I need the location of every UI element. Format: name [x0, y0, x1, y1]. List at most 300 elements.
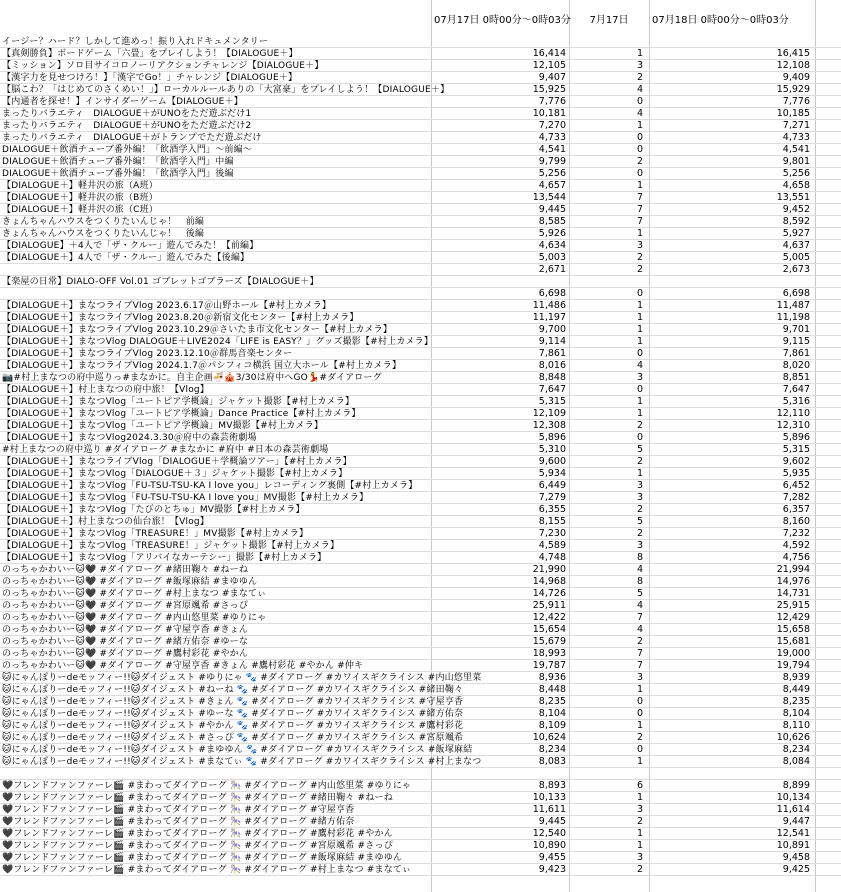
video-title-cell[interactable]: 🐱にゃんぽりーdeモッフィー!!🐱ダイジェスト #ゆりにゃ 🐾 #ダイアローグ #カワイスギクライシス #内山悠里菜	[2, 673, 482, 683]
views-jul18-cell[interactable]: 5,927	[782, 228, 810, 239]
table-row	[0, 276, 841, 288]
views-jul17-cell[interactable]: 8,104	[538, 708, 566, 719]
views-jul17-cell[interactable]: 10,133	[532, 792, 566, 803]
video-title-cell[interactable]: 【DIALOGUE＋】まなつVlog「ユートピア学概論」ジャケット撮影【#村上カメラ】	[2, 397, 355, 407]
table-row	[0, 792, 841, 804]
views-diff-cell[interactable]: 4	[636, 84, 643, 95]
views-jul18-cell[interactable]: 8,851	[782, 372, 810, 383]
table-row	[0, 216, 841, 228]
video-title-cell[interactable]: 【脳こわ？「はじめてのさくめい！」】ローカルルールありの「大富豪」をプレイしよう！【DIALOGUE＋】	[2, 85, 450, 95]
views-diff-cell[interactable]: 0	[636, 168, 643, 179]
video-title-cell[interactable]: 【漢字力を見せつけろ！】「漢字でGo！」チャレンジ【DIALOGUE＋】	[2, 73, 298, 83]
views-diff-cell[interactable]: 1	[636, 324, 643, 335]
video-title-cell[interactable]: 🐱にゃんぽりーdeモッフィー!!🐱ダイジェスト #やかん 🐾 #ダイアローグ #カワイスギクライシス #鷹村彩花	[2, 721, 464, 731]
video-title-cell[interactable]: 【DIALOGUE】＋4人で「ザ・クルー」遊んでみた！【前編】	[2, 241, 259, 251]
video-title-cell[interactable]: 🖤フレンドファンファーレ🎬 #まわってダイアローグ 🎠 #ダイアローグ #村上まなつ #まなてぃ	[2, 865, 412, 875]
views-jul17-cell[interactable]: 9,445	[538, 204, 566, 215]
views-jul17-cell[interactable]: 9,455	[538, 852, 566, 863]
views-jul18-cell[interactable]: 11,198	[776, 312, 810, 323]
views-diff-cell[interactable]: 1	[636, 336, 643, 347]
video-title-cell[interactable]: 【DIALOGUE＋】軽井沢の旅（C班）	[2, 205, 159, 215]
views-jul18-cell[interactable]: 7,647	[782, 384, 810, 395]
views-diff-cell[interactable]: 7	[636, 648, 643, 659]
views-jul18-cell[interactable]: 10,891	[776, 840, 810, 851]
views-jul17-cell[interactable]: 9,700	[538, 324, 566, 335]
video-title-cell[interactable]: 【DIALOGUE＋】まなつVlog「TREASURE！」MV撮影【#村上カメラ】	[2, 529, 309, 539]
views-jul18-cell[interactable]: 12,310	[776, 420, 810, 431]
views-jul18-cell[interactable]: 10,134	[776, 792, 810, 803]
views-diff-cell[interactable]: 1	[636, 48, 643, 59]
views-jul17-cell[interactable]: 7,270	[538, 120, 566, 131]
views-jul18-cell[interactable]: 8,449	[782, 684, 810, 695]
video-title-cell[interactable]: まったりバラエティ DIALOGUE＋がUNOをただ遊ぶだけ1	[2, 109, 252, 119]
views-jul18-cell[interactable]: 9,458	[782, 852, 810, 863]
views-diff-cell[interactable]: 2	[636, 72, 643, 83]
views-jul17-cell[interactable]: 5,926	[538, 228, 566, 239]
video-title-cell[interactable]: 【DIALOGUE＋】軽井沢の旅（A班）	[2, 181, 158, 191]
views-diff-cell[interactable]: 1	[636, 408, 643, 419]
video-title-cell[interactable]: 🖤フレンドファンファーレ🎬 #まわってダイアローグ 🎠 #ダイアローグ #内山悠里菜 #ゆりにゃ	[2, 781, 412, 791]
views-diff-cell[interactable]: 2	[636, 636, 643, 647]
video-title-cell[interactable]: きょんちゃんハウスをつくりたいんじゃ！ 前編	[2, 217, 205, 227]
views-jul17-cell[interactable]: 4,748	[538, 552, 566, 563]
views-diff-cell[interactable]: 3	[636, 372, 643, 383]
views-jul18-cell[interactable]: 9,115	[782, 336, 810, 347]
views-diff-cell[interactable]: 0	[636, 96, 643, 107]
views-jul17-cell[interactable]: 11,486	[532, 300, 566, 311]
views-jul17-cell[interactable]: 9,423	[538, 864, 566, 875]
views-jul18-cell[interactable]: 13,551	[776, 192, 810, 203]
views-diff-cell[interactable]: 2	[636, 252, 643, 263]
views-jul17-cell[interactable]: 10,624	[532, 732, 566, 743]
views-diff-cell[interactable]: 0	[636, 144, 643, 155]
video-title-cell[interactable]: 【DIALOGUE＋】まなつライブVlog 2023.6.17＠山野ホール【#村上カメラ】	[2, 301, 332, 311]
views-jul17-cell[interactable]: 8,235	[538, 696, 566, 707]
video-title-cell[interactable]: 【ミッション】ソロ目サイコロノーリアクションチャレンジ【DIALOGUE＋】	[2, 61, 324, 71]
video-title-cell[interactable]: のっちゃかわいー🐱🖤 #ダイアローグ #内山悠里菜 #ゆりにゃ	[2, 613, 267, 623]
views-jul17-cell[interactable]: 5,315	[538, 396, 566, 407]
views-diff-cell[interactable]: 1	[636, 312, 643, 323]
video-title-cell[interactable]: 🖤フレンドファンファーレ🎬 #まわってダイアローグ 🎠 #ダイアローグ #緒田鞠々 #ねーね	[2, 793, 393, 803]
table-row	[0, 168, 841, 180]
views-diff-cell[interactable]: 8	[636, 552, 643, 563]
views-jul18-cell[interactable]: 4,658	[782, 180, 810, 191]
table-row	[0, 264, 841, 276]
views-diff-cell[interactable]: 2	[636, 504, 643, 515]
views-jul17-cell[interactable]: 10,181	[532, 108, 566, 119]
video-title-cell[interactable]: のっちゃかわいー🐱🖤 #ダイアローグ #守屋亨香 #きょん #鷹村彩花 #やかん #仲キ	[2, 661, 364, 671]
video-title-cell[interactable]: のっちゃかわいー🐱🖤 #ダイアローグ #守屋亨香 #きょん	[2, 625, 249, 635]
video-title-cell[interactable]: のっちゃかわいー🐱🖤 #ダイアローグ #宮原颯希 #さっぴ	[2, 601, 249, 611]
video-title-cell[interactable]: 【DIALOGUE＋】まなつVlog「DIALOGUE＋３」ジャケット撮影【#村上カメラ】	[2, 469, 348, 479]
views-diff-cell[interactable]: 4	[636, 624, 643, 635]
views-diff-cell[interactable]: 4	[636, 600, 643, 611]
views-jul18-cell[interactable]: 5,316	[782, 396, 810, 407]
views-jul17-cell[interactable]: 6,698	[538, 288, 566, 299]
views-diff-cell[interactable]: 4	[636, 564, 643, 575]
views-jul17-cell[interactable]: 12,540	[532, 828, 566, 839]
views-jul18-cell[interactable]: 8,020	[782, 360, 810, 371]
table-row	[0, 336, 841, 348]
views-jul17-cell[interactable]: 8,585	[538, 216, 566, 227]
video-title-cell[interactable]: 【DIALOGUE＋】軽井沢の旅（B班）	[2, 193, 158, 203]
views-jul17-cell[interactable]: 11,611	[532, 804, 566, 815]
table-row	[0, 720, 841, 732]
views-jul18-cell[interactable]: 14,731	[776, 588, 810, 599]
views-diff-cell[interactable]: 4	[636, 108, 643, 119]
views-jul18-cell[interactable]: 2,673	[782, 264, 810, 275]
video-title-cell[interactable]: 【DIALOGUE＋】まなつVlog「アリバイなカーテシー」撮影【#村上カメラ】	[2, 553, 327, 563]
table-row	[0, 648, 841, 660]
table-row	[0, 156, 841, 168]
video-title-cell[interactable]: まったりバラエティ DIALOGUE＋がUNOをただ遊ぶだけ2	[2, 121, 252, 131]
views-jul18-cell[interactable]: 8,160	[782, 516, 810, 527]
views-diff-cell[interactable]: 1	[636, 792, 643, 803]
views-jul17-cell[interactable]: 5,003	[538, 252, 566, 263]
views-jul18-cell[interactable]: 12,108	[776, 60, 810, 71]
views-jul18-cell[interactable]: 4,756	[782, 552, 810, 563]
views-diff-cell[interactable]: 1	[636, 300, 643, 311]
views-diff-cell[interactable]: 3	[636, 492, 643, 503]
views-jul17-cell[interactable]: 2,671	[538, 264, 566, 275]
views-jul18-cell[interactable]: 16,415	[776, 48, 810, 59]
video-title-cell[interactable]: 【DIALOGUE＋】村上まなつの仙台旅！【Vlog】	[2, 517, 210, 527]
views-jul17-cell[interactable]: 15,654	[532, 624, 566, 635]
views-jul18-cell[interactable]: 5,935	[782, 468, 810, 479]
video-title-cell[interactable]: のっちゃかわいー🐱🖤 #ダイアローグ #飯塚麻結 #まゆゆん	[2, 577, 258, 587]
views-jul18-cell[interactable]: 7,861	[782, 348, 810, 359]
views-diff-cell[interactable]: 3	[636, 540, 643, 551]
views-diff-cell[interactable]: 7	[636, 216, 643, 227]
views-jul18-cell[interactable]: 4,592	[782, 540, 810, 551]
views-jul17-cell[interactable]: 14,968	[532, 576, 566, 587]
video-title-cell[interactable]: #村上まなつの府中巡り #ダイアローグ #まなかに #府中 #日本の森芸術劇場	[2, 445, 329, 455]
header-diff[interactable]: 7月17日	[589, 15, 629, 26]
table-row	[0, 780, 841, 792]
views-jul18-cell[interactable]: 6,357	[782, 504, 810, 515]
views-diff-cell[interactable]: 1	[636, 228, 643, 239]
views-jul17-cell[interactable]: 5,310	[538, 444, 566, 455]
views-diff-cell[interactable]: 0	[636, 432, 643, 443]
views-jul17-cell[interactable]: 6,449	[538, 480, 566, 491]
views-jul17-cell[interactable]: 8,893	[538, 780, 566, 791]
views-jul18-cell[interactable]: 5,005	[782, 252, 810, 263]
video-title-cell[interactable]: 🖤フレンドファンファーレ🎬 #まわってダイアローグ 🎠 #ダイアローグ #鷹村彩花 #やかん	[2, 829, 393, 839]
views-jul18-cell[interactable]: 12,429	[776, 612, 810, 623]
video-title-cell[interactable]: のっちゃかわいー🐱🖤 #ダイアローグ #緒田鞠々 #ねーね	[2, 565, 249, 575]
views-jul18-cell[interactable]: 5,315	[782, 444, 810, 455]
views-jul18-cell[interactable]: 4,541	[782, 144, 810, 155]
views-diff-cell[interactable]: 1	[636, 180, 643, 191]
views-jul18-cell[interactable]: 19,000	[776, 648, 810, 659]
views-diff-cell[interactable]: 3	[636, 672, 643, 683]
video-title-cell[interactable]: 【DIALOGUE＋】まなつVlog DIALOGUE＋LIVE2024「LIFE is EASY？」グッズ撮影【#村上カメラ】	[2, 337, 434, 347]
views-jul18-cell[interactable]: 8,939	[782, 672, 810, 683]
table-row	[0, 252, 841, 264]
views-diff-cell[interactable]: 2	[636, 420, 643, 431]
views-diff-cell[interactable]: 0	[636, 132, 643, 143]
video-title-cell[interactable]: 【真剣勝負】ボードゲーム「六畳」をプレイしよう！【DIALOGUE＋】	[2, 49, 298, 59]
views-diff-cell[interactable]: 2	[636, 864, 643, 875]
views-diff-cell[interactable]: 4	[636, 360, 643, 371]
views-jul18-cell[interactable]: 9,452	[782, 204, 810, 215]
video-title-cell[interactable]: イージー？ハード？しかして進めっ！振り入れドキュメンタリー	[2, 37, 269, 47]
table-row	[0, 468, 841, 480]
table-row	[0, 552, 841, 564]
views-jul17-cell[interactable]: 4,733	[538, 132, 566, 143]
views-jul17-cell[interactable]: 14,726	[532, 588, 566, 599]
views-jul17-cell[interactable]: 5,896	[538, 432, 566, 443]
views-jul18-cell[interactable]: 15,681	[776, 636, 810, 647]
video-title-cell[interactable]: 【楽屋の日常】DIALO-OFF Vol.01 ゴブレットゴブラーズ【DIALOGUE＋】	[2, 277, 319, 287]
views-jul17-cell[interactable]: 12,109	[532, 408, 566, 419]
video-title-cell[interactable]: 🐱にゃんぽりーdeモッフィー!!🐱ダイジェスト #ゆーな 🐾 #ダイアローグ #カワイスギクライシス #緒方佑奈	[2, 709, 464, 719]
views-jul17-cell[interactable]: 8,109	[538, 720, 566, 731]
views-jul17-cell[interactable]: 9,114	[538, 336, 566, 347]
views-jul17-cell[interactable]: 19,787	[532, 660, 566, 671]
views-jul18-cell[interactable]: 9,409	[782, 72, 810, 83]
video-title-cell[interactable]: 【DIALOGUE＋】まなつライブVlog 2024.1.7＠パシフィコ横浜 国立大ホール【#村上カメラ】	[2, 361, 402, 371]
views-jul17-cell[interactable]: 12,308	[532, 420, 566, 431]
video-title-cell[interactable]: のっちゃかわいー🐱🖤 #ダイアローグ #鷹村彩花 #やかん	[2, 649, 249, 659]
views-jul18-cell[interactable]: 8,235	[782, 696, 810, 707]
views-jul18-cell[interactable]: 9,425	[782, 864, 810, 875]
views-jul17-cell[interactable]: 7,776	[538, 96, 566, 107]
views-jul17-cell[interactable]: 4,589	[538, 540, 566, 551]
video-title-cell[interactable]: 🖤フレンドファンファーレ🎬 #まわってダイアローグ 🎠 #ダイアローグ #飯塚麻結 #まゆゆん	[2, 853, 403, 863]
views-diff-cell[interactable]: 3	[636, 60, 643, 71]
views-diff-cell[interactable]: 3	[636, 240, 643, 251]
views-jul17-cell[interactable]: 13,544	[532, 192, 566, 203]
video-title-cell[interactable]: DIALOGUE＋飲酒チューブ番外編！「飲酒学入門」中編	[2, 157, 234, 167]
views-jul17-cell[interactable]: 6,355	[538, 504, 566, 515]
views-diff-cell[interactable]: 0	[636, 744, 643, 755]
views-jul17-cell[interactable]: 9,799	[538, 156, 566, 167]
views-jul17-cell[interactable]: 9,445	[538, 816, 566, 827]
views-diff-cell[interactable]: 1	[636, 720, 643, 731]
views-jul18-cell[interactable]: 8,104	[782, 708, 810, 719]
video-title-cell[interactable]: 🐱にゃんぽりーdeモッフィー!!🐱ダイジェスト #ねーね 🐾 #ダイアローグ #カワイスギクライシス #緒田鞠々	[2, 685, 464, 695]
views-jul17-cell[interactable]: 9,600	[538, 456, 566, 467]
views-jul18-cell[interactable]: 12,110	[776, 408, 810, 419]
views-jul17-cell[interactable]: 25,911	[532, 600, 566, 611]
views-diff-cell[interactable]: 8	[636, 576, 643, 587]
table-row	[0, 672, 841, 684]
video-title-cell[interactable]: のっちゃかわいー🐱🖤 #ダイアローグ #村上まなつ #まなてぃ	[2, 589, 267, 599]
video-title-cell[interactable]: 🐱にゃんぽりーdeモッフィー!!🐱ダイジェスト #きょん 🐾 #ダイアローグ #カワイスギクライシス #守屋亨香	[2, 697, 464, 707]
views-jul17-cell[interactable]: 8,234	[538, 744, 566, 755]
table-row	[0, 132, 841, 144]
views-jul17-cell[interactable]: 10,890	[532, 840, 566, 851]
views-diff-cell[interactable]: 1	[636, 396, 643, 407]
video-title-cell[interactable]: 【DIALOGUE＋】まなつVlog「ユートピア学概論」MV撮影【#村上カメラ】	[2, 421, 324, 431]
views-jul18-cell[interactable]: 8,084	[782, 756, 810, 767]
video-title-cell[interactable]: 【DIALOGUE＋】まなつVlog「たびのとちゅ」MV撮影【#村上カメラ】	[2, 505, 305, 515]
video-title-cell[interactable]: 🐱にゃんぽりーdeモッフィー!!🐱ダイジェスト #まゆゆん 🐾 #ダイアローグ #カワイスギクライシス #飯塚麻結	[2, 745, 473, 755]
views-jul18-cell[interactable]: 7,271	[782, 120, 810, 131]
table-row	[0, 360, 841, 372]
views-jul18-cell[interactable]: 9,801	[782, 156, 810, 167]
video-title-cell[interactable]: のっちゃかわいー🐱🖤 #ダイアローグ #緒方佑奈 #ゆーな	[2, 637, 249, 647]
views-jul18-cell[interactable]: 15,658	[776, 624, 810, 635]
table-row	[0, 708, 841, 720]
video-title-cell[interactable]: 【DIALOGUE＋】まなつライブVlog「DIALOGUE＋学概論ツアー」【#村上カメラ】	[2, 457, 352, 467]
views-diff-cell[interactable]: 0	[636, 708, 643, 719]
views-jul17-cell[interactable]: 7,647	[538, 384, 566, 395]
views-diff-cell[interactable]: 3	[636, 852, 643, 863]
table-row	[0, 492, 841, 504]
views-diff-cell[interactable]: 1	[636, 840, 643, 851]
views-jul18-cell[interactable]: 25,915	[776, 600, 810, 611]
table-row	[0, 480, 841, 492]
views-jul18-cell[interactable]: 4,733	[782, 132, 810, 143]
views-jul17-cell[interactable]: 4,634	[538, 240, 566, 251]
video-title-cell[interactable]: DIALOGUE＋飲酒チューブ番外編！「飲酒学入門」～前編～	[2, 145, 253, 155]
views-diff-cell[interactable]: 5	[636, 516, 643, 527]
table-row	[0, 192, 841, 204]
views-jul17-cell[interactable]: 12,105	[532, 60, 566, 71]
views-jul17-cell[interactable]: 5,256	[538, 168, 566, 179]
video-title-cell[interactable]: 【DIALOGUE＋】まなつVlog2024.3.30＠府中の森芸術劇場	[2, 433, 257, 443]
table-row	[0, 84, 841, 96]
table-row	[0, 840, 841, 852]
views-jul18-cell[interactable]: 9,602	[782, 456, 810, 467]
views-jul18-cell[interactable]: 8,234	[782, 744, 810, 755]
views-diff-cell[interactable]: 5	[636, 444, 643, 455]
video-title-cell[interactable]: 📷#村上まなつの府中巡りっ#まなかに。自主企画🍜🎪3/30は府中へGO💃#ダイアローグ	[2, 373, 382, 383]
views-jul18-cell[interactable]: 8,110	[782, 720, 810, 731]
table-row	[0, 60, 841, 72]
table-row	[0, 852, 841, 864]
table-row	[0, 564, 841, 576]
views-jul18-cell[interactable]: 9,701	[782, 324, 810, 335]
views-jul17-cell[interactable]: 8,083	[538, 756, 566, 767]
views-jul17-cell[interactable]: 7,230	[538, 528, 566, 539]
views-diff-cell[interactable]: 5	[636, 588, 643, 599]
views-diff-cell[interactable]: 0	[636, 384, 643, 395]
views-jul17-cell[interactable]: 4,541	[538, 144, 566, 155]
views-jul18-cell[interactable]: 7,232	[782, 528, 810, 539]
video-title-cell[interactable]: 【DIALOGUE＋】村上まなつの府中旅！【Vlog】	[2, 385, 210, 395]
views-diff-cell[interactable]: 2	[636, 816, 643, 827]
views-jul18-cell[interactable]: 19,794	[776, 660, 810, 671]
video-title-cell[interactable]: 【DIALOGUE＋】まなつVlog「FU-TSU-TSU-KA I love you」MV撮影【#村上カメラ】	[2, 493, 369, 503]
views-jul17-cell[interactable]: 18,993	[532, 648, 566, 659]
views-jul17-cell[interactable]: 8,448	[538, 684, 566, 695]
views-diff-cell[interactable]: 3	[636, 804, 643, 815]
views-jul17-cell[interactable]: 7,861	[538, 348, 566, 359]
table-row	[0, 48, 841, 60]
views-jul18-cell[interactable]: 7,776	[782, 96, 810, 107]
views-diff-cell[interactable]: 7	[636, 204, 643, 215]
views-jul17-cell[interactable]: 16,414	[532, 48, 566, 59]
video-title-cell[interactable]: 🖤フレンドファンファーレ🎬 #まわってダイアローグ 🎠 #ダイアローグ #緒方佑奈	[2, 817, 355, 827]
views-jul18-cell[interactable]: 8,899	[782, 780, 810, 791]
views-diff-cell[interactable]: 2	[636, 156, 643, 167]
views-jul17-cell[interactable]: 21,990	[532, 564, 566, 575]
views-diff-cell[interactable]: 1	[636, 828, 643, 839]
table-row	[0, 816, 841, 828]
views-jul17-cell[interactable]: 9,407	[538, 72, 566, 83]
video-title-cell[interactable]: 🖤フレンドファンファーレ🎬 #まわってダイアローグ 🎠 #ダイアローグ #守屋亨香	[2, 805, 355, 815]
views-diff-cell[interactable]: 7	[636, 660, 643, 671]
views-jul18-cell[interactable]: 21,994	[776, 564, 810, 575]
views-jul17-cell[interactable]: 8,155	[538, 516, 566, 527]
views-jul17-cell[interactable]: 15,925	[532, 84, 566, 95]
views-diff-cell[interactable]: 7	[636, 612, 643, 623]
views-jul18-cell[interactable]: 11,614	[776, 804, 810, 815]
video-title-cell[interactable]: 【DIALOGUE＋】まなつVlog「TREASURE！」ジャケット撮影【#村上カメラ】	[2, 541, 340, 551]
views-jul17-cell[interactable]: 4,657	[538, 180, 566, 191]
views-diff-cell[interactable]: 1	[636, 120, 643, 131]
video-title-cell[interactable]: 【DIALOGUE＋】まなつVlog「ユートピア学概論」Dance Practice【#村上カメラ】	[2, 409, 361, 419]
views-jul18-cell[interactable]: 5,896	[782, 432, 810, 443]
views-jul17-cell[interactable]: 5,934	[538, 468, 566, 479]
views-diff-cell[interactable]: 0	[636, 348, 643, 359]
views-diff-cell[interactable]: 3	[636, 480, 643, 491]
video-title-cell[interactable]: まったりバラエティ DIALOGUE＋がトランプでただ遊ぶだけ	[2, 133, 262, 143]
table-row	[0, 180, 841, 192]
video-title-cell[interactable]: 🐱にゃんぽりーdeモッフィー!!🐱ダイジェスト #さっぴ 🐾 #ダイアローグ #カワイスギクライシス #宮原颯希	[2, 733, 464, 743]
views-diff-cell[interactable]: 2	[636, 528, 643, 539]
views-diff-cell[interactable]: 2	[636, 264, 643, 275]
video-title-cell[interactable]: 🐱にゃんぽりーdeモッフィー!!🐱ダイジェスト #まなてぃ 🐾 #ダイアローグ #カワイスギクライシス #村上まなつ	[2, 757, 482, 767]
views-diff-cell[interactable]: 2	[636, 456, 643, 467]
views-jul17-cell[interactable]: 7,279	[538, 492, 566, 503]
video-title-cell[interactable]: 🖤フレンドファンファーレ🎬 #まわってダイアローグ 🎠 #ダイアローグ #宮原颯希 #さっぴ	[2, 841, 393, 851]
views-jul17-cell[interactable]: 11,197	[532, 312, 566, 323]
header-date-jul18[interactable]: 07月18日 0時00分～0時03分	[652, 15, 789, 26]
video-title-cell[interactable]: 【DIALOGUE＋】まなつライブVlog 2023.10.29＠さいたま市文化センター【#村上カメラ】	[2, 325, 393, 335]
views-jul18-cell[interactable]: 5,256	[782, 168, 810, 179]
video-title-cell[interactable]: 【内通者を探せ！】インサイダーゲーム【DIALOGUE＋】	[2, 97, 243, 107]
views-jul18-cell[interactable]: 7,282	[782, 492, 810, 503]
views-jul18-cell[interactable]: 15,929	[776, 84, 810, 95]
video-title-cell[interactable]: きょんちゃんハウスをつくりたいんじゃ！ 後編	[2, 229, 205, 239]
views-jul18-cell[interactable]: 14,976	[776, 576, 810, 587]
views-jul17-cell[interactable]: 8,936	[538, 672, 566, 683]
video-title-cell[interactable]: 【DIALOGUE＋】4人で「ザ・クルー」遊んでみた【後編】	[2, 253, 250, 263]
views-diff-cell[interactable]: 1	[636, 756, 643, 767]
views-jul18-cell[interactable]: 8,592	[782, 216, 810, 227]
views-jul18-cell[interactable]: 11,487	[776, 300, 810, 311]
header-date-jul17[interactable]: 07月17日 0時00分～0時03分	[434, 15, 571, 26]
views-diff-cell[interactable]: 7	[636, 192, 643, 203]
views-jul18-cell[interactable]: 6,452	[782, 480, 810, 491]
views-diff-cell[interactable]: 0	[636, 696, 643, 707]
table-row	[0, 612, 841, 624]
video-title-cell[interactable]: 【DIALOGUE＋】まなつライブVlog 2023.12.10＠群馬音楽センター	[2, 349, 293, 359]
views-diff-cell[interactable]: 1	[636, 684, 643, 695]
views-diff-cell[interactable]: 0	[636, 288, 643, 299]
views-jul18-cell[interactable]: 10,185	[776, 108, 810, 119]
views-jul17-cell[interactable]: 12,422	[532, 612, 566, 623]
views-jul17-cell[interactable]: 8,016	[538, 360, 566, 371]
video-title-cell[interactable]: 【DIALOGUE＋】まなつライブVlog 2023.8.20＠新宿文化センター【#村上カメラ】	[2, 313, 359, 323]
views-jul18-cell[interactable]: 10,626	[776, 732, 810, 743]
views-diff-cell[interactable]: 1	[636, 468, 643, 479]
video-title-cell[interactable]: 【DIALOGUE＋】まなつVlog「FU-TSU-TSU-KA I love you」レコーディング裏側【#村上カメラ】	[2, 481, 418, 491]
views-jul18-cell[interactable]: 9,447	[782, 816, 810, 827]
views-diff-cell[interactable]: 6	[636, 780, 643, 791]
views-jul18-cell[interactable]: 6,698	[782, 288, 810, 299]
video-title-cell[interactable]: DIALOGUE＋飲酒チューブ番外編！「飲酒学入門」後編	[2, 169, 234, 179]
views-jul18-cell[interactable]: 4,637	[782, 240, 810, 251]
views-jul17-cell[interactable]: 8,848	[538, 372, 566, 383]
views-jul17-cell[interactable]: 15,679	[532, 636, 566, 647]
views-jul18-cell[interactable]: 12,541	[776, 828, 810, 839]
views-diff-cell[interactable]: 2	[636, 732, 643, 743]
